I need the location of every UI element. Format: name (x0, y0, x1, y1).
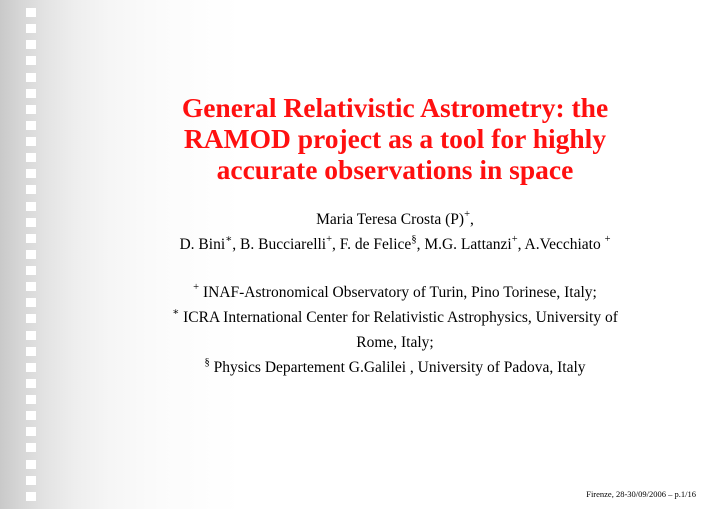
film-hole (26, 56, 36, 65)
film-hole (26, 137, 36, 146)
film-hole (26, 363, 36, 372)
film-hole (26, 169, 36, 178)
film-hole (26, 314, 36, 323)
affiliation-text: Rome, Italy; (356, 334, 434, 351)
author-mark: § (411, 233, 417, 245)
film-hole (26, 105, 36, 114)
author-mark: + (326, 233, 333, 245)
film-hole (26, 121, 36, 130)
film-hole (26, 427, 36, 436)
affiliation-mark: § (204, 356, 210, 368)
slide-footer: Firenze, 28-30/09/2006 – p.1/16 (586, 489, 696, 499)
author-mark: ∗ (225, 233, 233, 245)
author-mark: + (604, 233, 611, 245)
film-hole (26, 492, 36, 501)
film-hole (26, 379, 36, 388)
author-sep: , (232, 236, 241, 253)
affiliation-mark: + (193, 281, 200, 293)
author-name: F. de Felice (339, 236, 412, 253)
authors-block (95, 207, 695, 257)
affiliation-text: ICRA International Center for Relativistic Astrophysics, University of (179, 309, 618, 326)
author-mark: + (511, 233, 518, 245)
author-sep: , (470, 211, 474, 228)
authors-line-2 (95, 232, 695, 257)
film-hole (26, 218, 36, 227)
film-hole (26, 234, 36, 243)
author-sep: , (332, 236, 340, 253)
film-hole (26, 443, 36, 452)
author-name: Maria Teresa Crosta (P) (316, 211, 465, 228)
film-hole (26, 395, 36, 404)
film-strip-decoration (26, 0, 36, 509)
film-hole (26, 73, 36, 82)
affiliations-block (95, 280, 695, 380)
film-hole (26, 185, 36, 194)
author-sep: , (517, 236, 525, 253)
affiliation-line (95, 280, 695, 305)
affiliation-text: Physics Departement G.Galilei , University of Padova, Italy (209, 359, 586, 376)
film-hole (26, 411, 36, 420)
author-sep: , (416, 236, 425, 253)
film-hole (26, 250, 36, 259)
affiliation-line (95, 305, 695, 330)
author-name: D. Bini (179, 236, 226, 253)
author-name: B. Bucciarelli (240, 236, 327, 253)
film-hole (26, 282, 36, 291)
film-hole (26, 331, 36, 340)
author-name: A.Vecchiato (524, 236, 605, 253)
film-hole (26, 460, 36, 469)
film-hole (26, 266, 36, 275)
film-hole (26, 298, 36, 307)
film-hole (26, 8, 36, 17)
film-hole (26, 89, 36, 98)
affiliation-mark: ∗ (172, 306, 180, 318)
author-mark: + (464, 208, 471, 220)
film-hole (26, 347, 36, 356)
film-hole (26, 40, 36, 49)
film-hole (26, 202, 36, 211)
author-name: M.G. Lattanzi (424, 236, 512, 253)
affiliation-line (95, 355, 695, 380)
title-line-2: RAMOD project as a tool for highly (183, 123, 607, 154)
authors-line-1 (95, 207, 695, 232)
slide-title (95, 92, 695, 185)
film-hole (26, 24, 36, 33)
title-line-3: accurate observations in space (216, 154, 574, 185)
film-hole (26, 153, 36, 162)
film-hole (26, 476, 36, 485)
title-line-1: General Relativistic Astrometry: the (181, 92, 609, 123)
slide (95, 0, 695, 509)
affiliation-line (95, 330, 695, 355)
affiliation-text: INAF-Astronomical Observatory of Turin, Pino Torinese, Italy; (199, 284, 597, 301)
